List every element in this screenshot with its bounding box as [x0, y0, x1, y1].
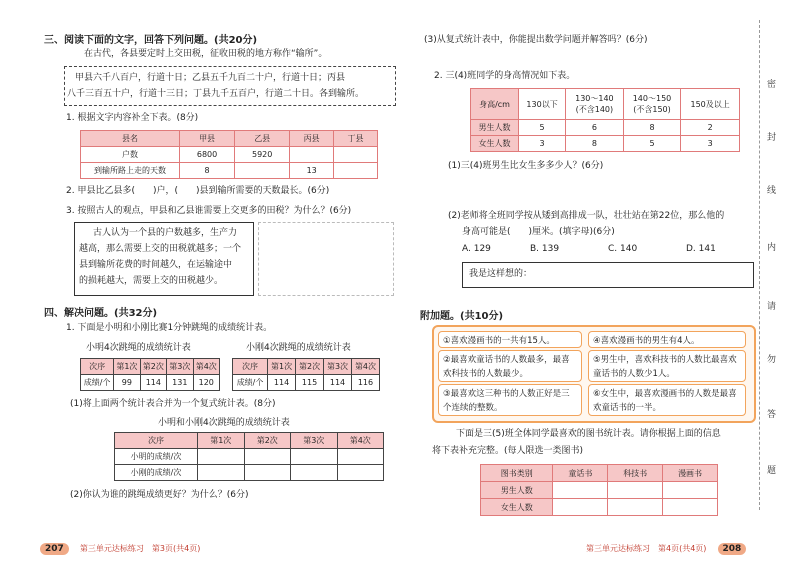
p1-text: (1)三(4)班男生比女生多多少人？(6分) — [448, 161, 604, 171]
th-county: 县名 — [81, 131, 180, 147]
option-c[interactable]: C. 140 — [608, 244, 638, 254]
th: 第2次 — [244, 433, 291, 449]
thought-box[interactable] — [462, 262, 754, 288]
cell[interactable] — [291, 465, 338, 481]
th-main: 130～140 — [575, 94, 614, 103]
margin-char: 答 — [767, 410, 777, 420]
q1-text: 1. 根据文字内容补全下表。(8分) — [66, 113, 199, 123]
cell[interactable] — [290, 147, 334, 163]
option-b[interactable]: B. 139 — [530, 244, 560, 254]
th — [566, 89, 624, 120]
county-table — [80, 130, 378, 179]
cell[interactable] — [337, 465, 384, 481]
th-jia: 甲县 — [180, 131, 235, 147]
cell: 116 — [351, 375, 379, 391]
cell[interactable] — [608, 482, 663, 499]
th: 身高/cm — [471, 89, 519, 120]
footer-text: 第三单元达标练习 第3页(共4页) — [79, 544, 201, 553]
cell: 3 — [519, 136, 566, 152]
option-a[interactable]: A. 129 — [462, 244, 491, 254]
cell: 2 — [681, 120, 740, 136]
cell: 114 — [140, 375, 166, 391]
q4-1-text: 1. 下面是小明和小刚比赛1分钟跳绳的成绩统计表。 — [66, 323, 273, 333]
clue-5: ⑤男生中，喜欢科技书的人数比最喜欢童话书的人数少1人。 — [588, 350, 746, 382]
cell: 120 — [193, 375, 219, 391]
option-d[interactable]: D. 141 — [686, 244, 716, 254]
book-table — [480, 464, 718, 516]
cell[interactable] — [235, 163, 290, 179]
th: 第3次 — [324, 359, 352, 375]
th-bing: 丙县 — [290, 131, 334, 147]
cell: 3 — [681, 136, 740, 152]
cell: 131 — [167, 375, 193, 391]
clue-2: ②最喜欢童话书的人数最多，最喜欢科技书的人数最少。 — [438, 350, 582, 382]
th: 科技书 — [608, 465, 663, 482]
th-ding: 丁县 — [334, 131, 378, 147]
bonus-title: 附加题。(共10分) — [420, 311, 504, 322]
th: 第3次 — [291, 433, 338, 449]
margin-char: 内 — [767, 243, 777, 253]
row-label: 小明的成绩/次 — [115, 449, 198, 465]
cell: 99 — [114, 375, 140, 391]
q3-right-text: (3)从复式统计表中，你能提出数学问题并解答吗？(6分) — [424, 35, 648, 45]
row-days-label: 到输所路上走的天数 — [81, 163, 180, 179]
sub1-text: (1)将上面两个统计表合并为一个复式统计表。(8分) — [70, 399, 276, 409]
cell: 8 — [180, 163, 235, 179]
intro-text: 在古代，各县要定时上交田税，征收田税的地方称作“输所”。 — [84, 49, 328, 59]
th: 第2次 — [140, 359, 166, 375]
cell[interactable] — [663, 482, 718, 499]
passage-box — [64, 66, 396, 106]
thought-label: 我是这样想的： — [469, 269, 533, 279]
cell: 8 — [566, 136, 624, 152]
clue-4: ④喜欢漫画书的男生有4人。 — [588, 331, 746, 348]
footer-right — [586, 536, 746, 555]
row-label: 男生人数 — [471, 120, 519, 136]
section3-title: 三、阅读下面的文字，回答下列问题。(共20分) — [44, 35, 258, 46]
th: 图书类别 — [481, 465, 553, 482]
cell: 115 — [296, 375, 324, 391]
cell[interactable] — [553, 499, 608, 516]
th: 次序 — [115, 433, 198, 449]
th-main: 140～150 — [632, 94, 672, 103]
margin-char: 请 — [767, 302, 777, 312]
row-households-label: 户数 — [81, 147, 180, 163]
bonus-desc2: 将下表补充完整。(每人限选一类图书) — [432, 446, 584, 456]
cell[interactable] — [334, 147, 378, 163]
p2-line1: (2)老师将全班同学按从矮到高排成一队，壮壮站在第22位，那么他的 — [448, 211, 725, 221]
row-label: 成绩/个 — [233, 375, 268, 391]
q3-text: 3. 按照古人的观点，甲县和乙县谁需要上交更多的田税？为什么？(6分) — [66, 206, 352, 216]
th: 第3次 — [167, 359, 193, 375]
th: 第1次 — [198, 433, 245, 449]
th: 第4次 — [351, 359, 379, 375]
height-table — [470, 88, 740, 152]
th-sub: (不含140) — [575, 105, 614, 114]
cell[interactable] — [334, 163, 378, 179]
cell[interactable] — [663, 499, 718, 516]
bonus-clue-panel — [432, 325, 756, 423]
passage-line1: 甲县六千八百户，行道十日；乙县五千九百二十户，行道十日；丙县 — [75, 73, 346, 83]
cell[interactable] — [291, 449, 338, 465]
th: 第4次 — [337, 433, 384, 449]
page-number: 208 — [718, 543, 747, 555]
row-label: 小刚的成绩/次 — [115, 465, 198, 481]
sub2-text: (2)你认为谁的跳绳成绩更好？为什么？(6分) — [70, 490, 249, 500]
tableC-title: 小明和小刚4次跳绳的成绩统计表 — [158, 418, 290, 428]
cell: 5920 — [235, 147, 290, 163]
answer-area[interactable] — [258, 222, 394, 296]
cell[interactable] — [553, 482, 608, 499]
th-sub: (不含150) — [633, 105, 671, 114]
th: 第1次 — [268, 359, 296, 375]
clue-6: ⑥女生中，最喜欢漫画书的人数是最喜欢童话书的一半。 — [588, 384, 746, 416]
row-label: 女生人数 — [481, 499, 553, 516]
cell: 5 — [623, 136, 681, 152]
tableC — [114, 432, 384, 481]
p2-line2: 身高可能是( )厘米。(填字母)(6分) — [462, 227, 615, 237]
q2-text: 2. 甲县比乙县多( )户，( )县到输所需要的天数最长。(6分) — [66, 186, 330, 196]
margin-char: 线 — [767, 186, 777, 196]
margin-char: 密 — [767, 80, 777, 90]
th: 130以下 — [519, 89, 566, 120]
th: 童话书 — [553, 465, 608, 482]
cell[interactable] — [337, 449, 384, 465]
cell[interactable] — [198, 465, 245, 481]
cell: 5 — [519, 120, 566, 136]
bonus-desc1: 下面是三(5)班全体同学最喜欢的图书统计表。请你根据上面的信息 — [456, 429, 721, 439]
th-yi: 乙县 — [235, 131, 290, 147]
row-label: 男生人数 — [481, 482, 553, 499]
cell[interactable] — [198, 449, 245, 465]
margin-char: 勿 — [767, 355, 777, 365]
quote-line: 县到输所花费的时间越久，在运输途中 — [79, 260, 233, 270]
footer-left — [40, 536, 200, 555]
quote-line: 的损耗越大，需要上交的田税越少。 — [79, 276, 224, 286]
quote-line: 越高，那么需要上交的田税就越多；一个 — [79, 244, 242, 254]
th: 第2次 — [296, 359, 324, 375]
tableA — [80, 358, 220, 391]
tableB — [232, 358, 380, 391]
seal-line — [759, 20, 761, 510]
clue-1: ①喜欢漫画书的一共有15人。 — [438, 331, 582, 348]
row-label: 女生人数 — [471, 136, 519, 152]
th: 漫画书 — [663, 465, 718, 482]
th: 次序 — [233, 359, 268, 375]
cell[interactable] — [608, 499, 663, 516]
row-label: 成绩/个 — [81, 375, 114, 391]
th: 次序 — [81, 359, 114, 375]
tableB-title: 小刚4次跳绳的成绩统计表 — [246, 343, 351, 353]
clue-3: ③最喜欢这三种书的人数正好是三个连续的整数。 — [438, 384, 582, 416]
th: 第4次 — [193, 359, 219, 375]
footer-text: 第三单元达标练习 第4页(共4页) — [586, 544, 707, 553]
cell: 6 — [566, 120, 624, 136]
cell: 13 — [290, 163, 334, 179]
cell: 8 — [623, 120, 681, 136]
page-number: 207 — [40, 543, 69, 555]
cell: 114 — [268, 375, 296, 391]
th — [623, 89, 681, 120]
quote-line: 古人认为一个县的户数越多，生产力 — [93, 228, 238, 238]
quote-box — [74, 222, 254, 296]
cell: 114 — [324, 375, 352, 391]
th: 150及以上 — [681, 89, 740, 120]
margin-char: 题 — [767, 466, 777, 476]
th: 第1次 — [114, 359, 140, 375]
tableA-title: 小明4次跳绳的成绩统计表 — [86, 343, 191, 353]
height-q-title: 2. 三(4)班同学的身高情况如下表。 — [434, 71, 576, 81]
cell[interactable] — [244, 465, 291, 481]
margin-char: 封 — [767, 133, 777, 143]
cell: 6800 — [180, 147, 235, 163]
section4-title: 四、解决问题。(共32分) — [44, 308, 158, 319]
passage-line2: 八千三百五十户，行道十三日；丁县九千五百户，行道二十日。各到输所。 — [67, 89, 365, 99]
cell[interactable] — [244, 449, 291, 465]
